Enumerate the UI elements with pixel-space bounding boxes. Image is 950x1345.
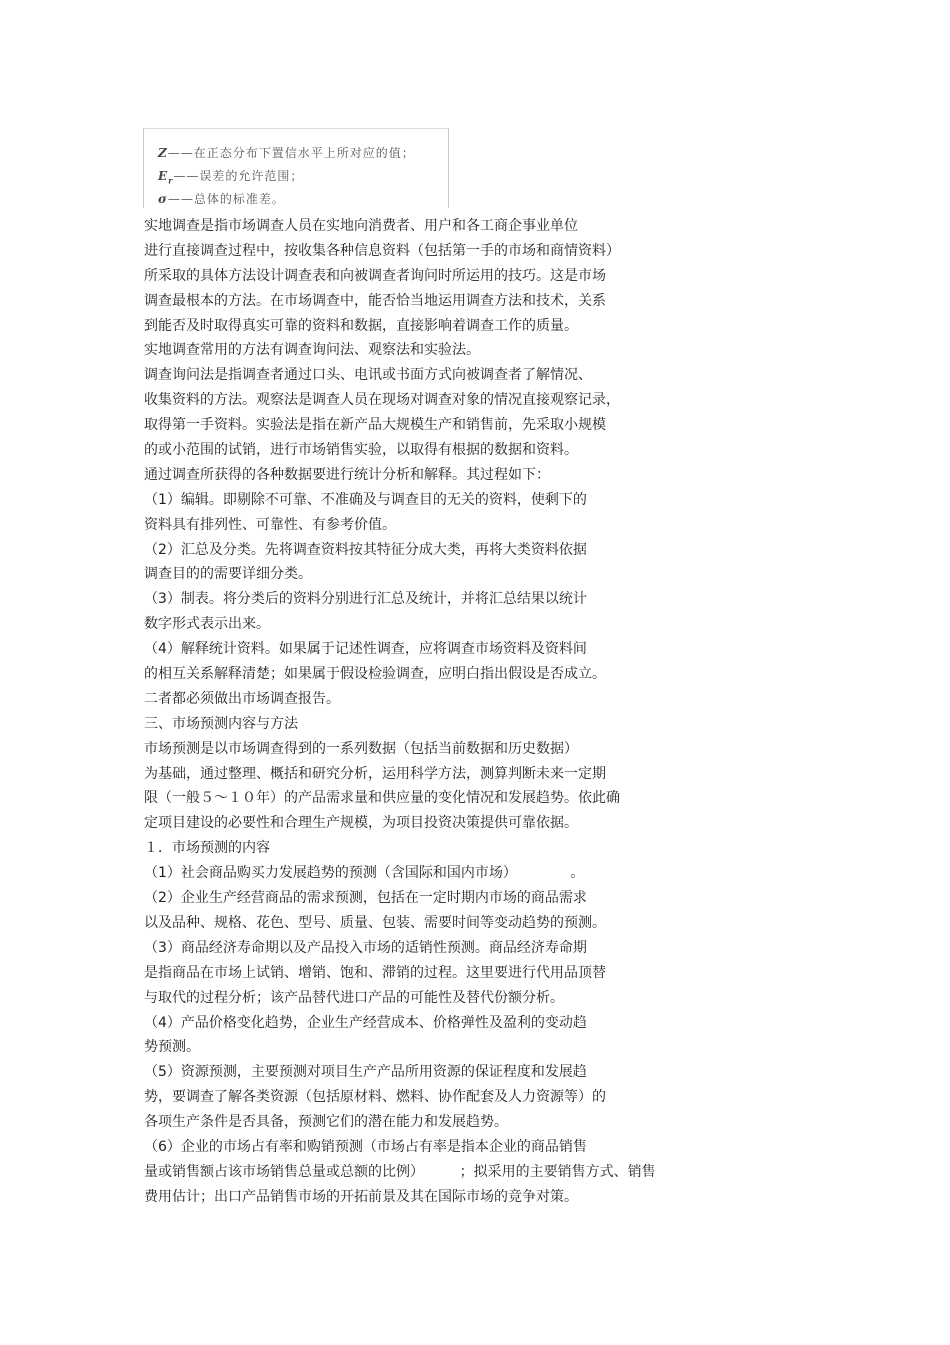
text-line: 量或销售额占该市场销售总量或总额的比例） ；拟采用的主要销售方式、销售 xyxy=(144,1163,656,1180)
text-line: 限（一般５～１０年）的产品需求量和供应量的变化情况和发展趋势。依此确 xyxy=(144,790,620,807)
text-line: （3）商品经济寿命期以及产品投入市场的适销性预测。商品经济寿命期 xyxy=(144,939,587,956)
legend-line-sigma xyxy=(158,189,285,209)
text-line: 调查目的的需要详细分类。 xyxy=(144,566,312,583)
text-line: 到能否及时取得真实可靠的资料和数据，直接影响着调查工作的质量。 xyxy=(144,317,578,334)
text-line: 费用估计；出口产品销售市场的开拓前景及其在国际市场的竞争对策。 xyxy=(144,1188,578,1205)
legend-text-sigma: ——总体的标准差。 xyxy=(167,192,285,206)
text-line: 所采取的具体方法设计调查表和向被调查者询问时所运用的技巧。这是市场 xyxy=(144,267,606,284)
legend-symbol-e-subscript: r xyxy=(168,175,174,186)
text-line: 与取代的过程分析；该产品替代进口产品的可能性及替代份额分析。 xyxy=(144,989,564,1006)
text-line: 资料具有排列性、可靠性、有参考价值。 xyxy=(144,516,396,533)
text-line: 调查询问法是指调查者通过口头、电讯或书面方式向被调查者了解情况、 xyxy=(144,367,592,384)
text-line: 三、市场预测内容与方法 xyxy=(144,715,298,732)
text-line: 收集资料的方法。观察法是调查人员在现场对调查对象的情况直接观察记录， xyxy=(144,392,620,409)
legend-text-e: ——误差的允许范围； xyxy=(173,169,304,183)
legend-line-z xyxy=(158,143,415,163)
legend-symbol-e-letter: E xyxy=(158,169,169,183)
text-line: 是指商品在市场上试销、增销、饱和、滞销的过程。这里要进行代用品顶替 xyxy=(144,964,606,981)
text-line: 实地调查是指市场调查人员在实地向消费者、用户和各工商企事业单位 xyxy=(144,218,578,234)
text-line: 各项生产条件是否具备，预测它们的潜在能力和发展趋势。 xyxy=(144,1114,508,1131)
text-line: 市场预测是以市场调查得到的一系列数据（包括当前数据和历史数据） xyxy=(144,740,578,757)
text-line: （1）社会商品购买力发展趋势的预测（含国际和国内市场） 。 xyxy=(144,865,585,882)
text-line: 的相互关系解释清楚；如果属于假设检验调查，应明白指出假设是否成立。 xyxy=(144,666,606,683)
body-text xyxy=(144,214,704,1210)
text-line: 进行直接调查过程中，按收集各种信息资料（包括第一手的市场和商情资料） xyxy=(144,242,620,259)
text-line: （5）资源预测，主要预测对项目生产产品所用资源的保证程度和发展趋 xyxy=(144,1064,587,1081)
text-line: 为基础，通过整理、概括和研究分析，运用科学方法，测算判断未来一定期 xyxy=(144,765,606,782)
legend-line-e xyxy=(158,166,303,186)
text-line: （4）产品价格变化趋势，企业生产经营成本、价格弹性及盈利的变动趋 xyxy=(144,1014,587,1031)
text-line: （4）解释统计资料。如果属于记述性调查，应将调查市场资料及资料间 xyxy=(144,641,587,658)
text-line: （3）制表。将分类后的资料分别进行汇总及统计，并将汇总结果以统计 xyxy=(144,591,587,608)
text-line: 调查最根本的方法。在市场调查中，能否恰当地运用调查方法和技术，关系 xyxy=(144,292,606,309)
text-line: １．市场预测的内容 xyxy=(144,840,270,857)
text-line: （1）编辑。即剔除不可靠、不准确及与调查目的无关的资料，使剩下的 xyxy=(144,491,587,508)
text-line: 取得第一手资料。实验法是指在新产品大规模生产和销售前，先采取小规模 xyxy=(144,417,606,434)
legend-symbol-z: Z xyxy=(158,146,168,160)
legend-symbol-e xyxy=(158,169,174,186)
text-line: 势，要调查了解各类资源（包括原材料、燃料、协作配套及人力资源等）的 xyxy=(144,1089,606,1106)
text-line: 定项目建设的必要性和合理生产规模，为项目投资决策提供可靠依据。 xyxy=(144,815,578,832)
text-line: 数字形式表示出来。 xyxy=(144,616,270,633)
text-line: 实地调查常用的方法有调查询问法、观察法和实验法。 xyxy=(144,342,480,359)
text-line: （2）企业生产经营商品的需求预测，包括在一定时期内市场的商品需求 xyxy=(144,890,587,907)
text-line: （2）汇总及分类。先将调查资料按其特征分成大类，再将大类资料依据 xyxy=(144,541,587,558)
text-line: 二者都必须做出市场调查报告。 xyxy=(144,690,340,707)
text-line: 通过调查所获得的各种数据要进行统计分析和解释。其过程如下： xyxy=(144,466,550,483)
text-line: 以及品种、规格、花色、型号、质量、包装、需要时间等变动趋势的预测。 xyxy=(144,914,606,931)
text-line: （6）企业的市场占有率和购销预测（市场占有率是指本企业的商品销售 xyxy=(144,1138,587,1155)
formula-legend-image xyxy=(143,128,449,208)
legend-symbol-sigma: σ xyxy=(158,192,168,206)
text-line: 的或小范围的试销，进行市场销售实验，以取得有根据的数据和资料。 xyxy=(144,442,578,459)
legend-text-z: ——在正态分布下置信水平上所对应的值； xyxy=(167,146,415,160)
text-line: 势预测。 xyxy=(144,1039,200,1056)
